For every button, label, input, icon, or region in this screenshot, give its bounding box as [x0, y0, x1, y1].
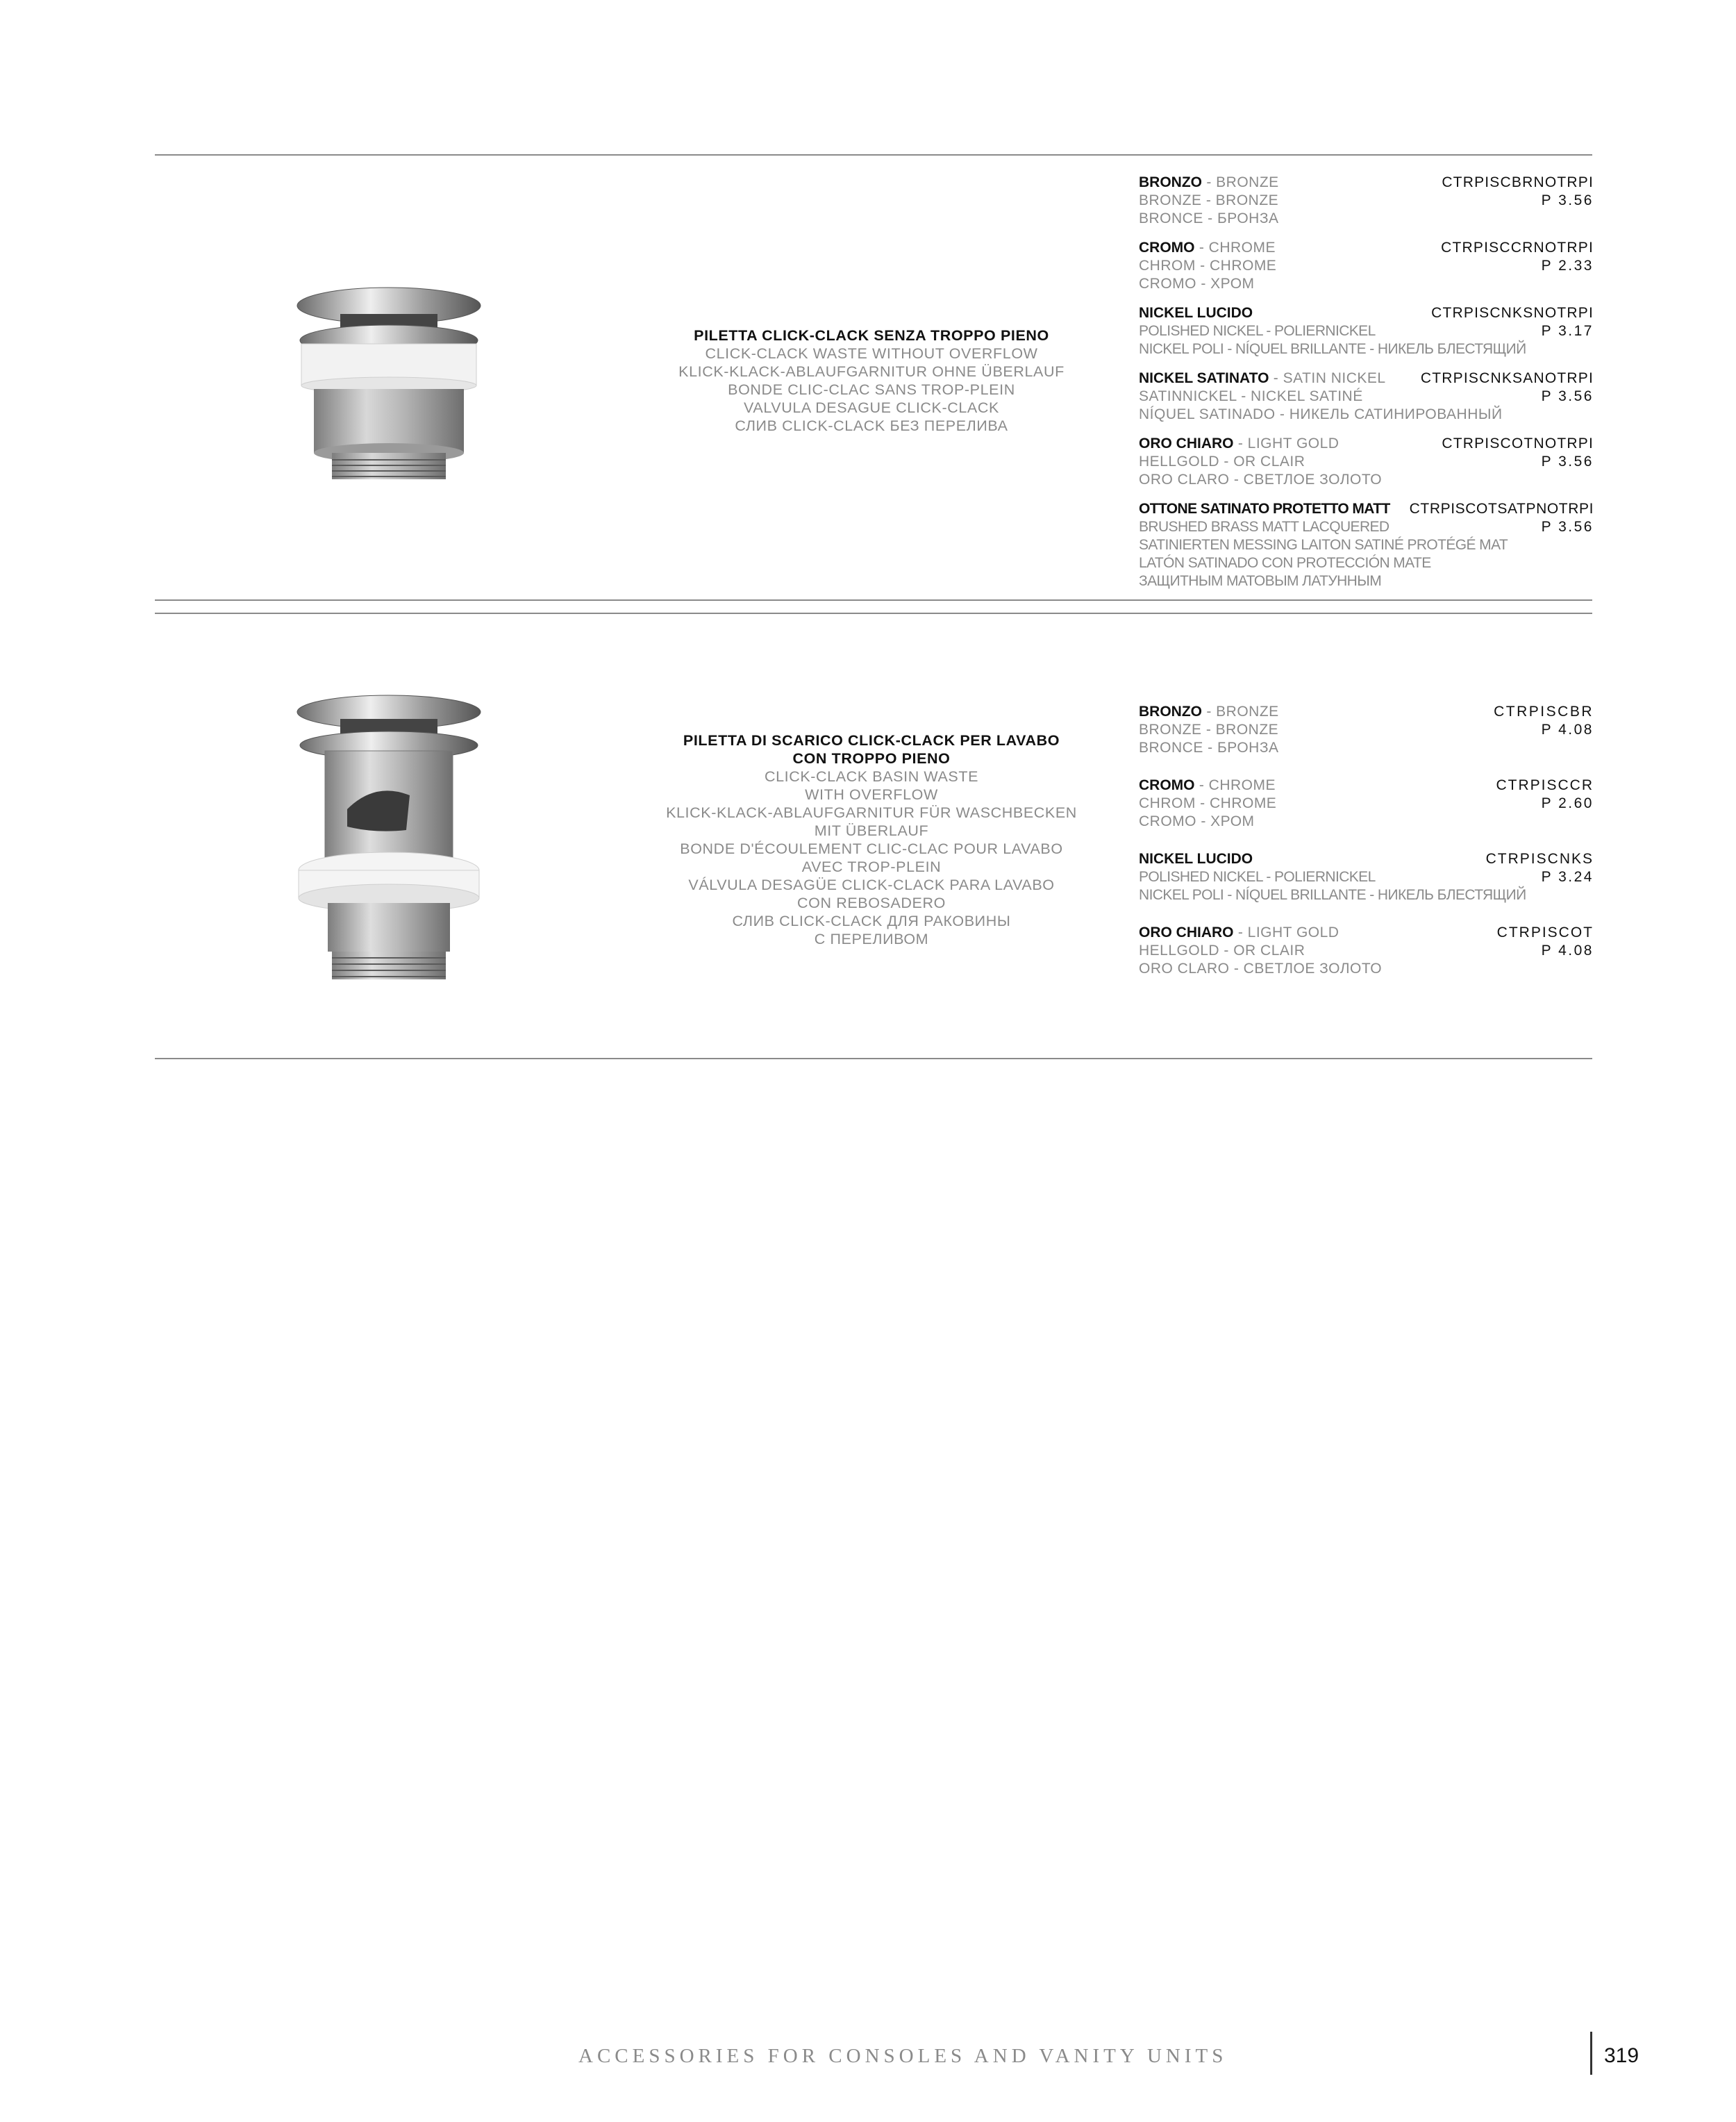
variant-nickel-lucido [1139, 304, 1594, 358]
product-code: CTRPISCOT [1496, 925, 1594, 940]
product-2-top-divider [155, 613, 1592, 614]
footer-section-title: ACCESSORIES FOR CONSOLES AND VANITY UNITS [578, 2045, 1228, 2067]
variant-line: POLISHED NICKEL - POLIERNICKEL [1139, 869, 1376, 885]
product-code: CTRPISCCR [1496, 777, 1594, 793]
variant-name: CROMO [1139, 240, 1195, 256]
variant-suffix: - LIGHT GOLD [1233, 925, 1339, 940]
variant-bronzo [1139, 174, 1594, 228]
product-2-variant-list [1139, 703, 1594, 978]
variant-line: CHROM - CHROME [1139, 795, 1277, 811]
product-code: CTRPISCBR [1494, 704, 1594, 720]
description-line: СЛИВ CLICK-CLACK ДЛЯ РАКОВИНЫ [732, 913, 1011, 929]
price: P 3.56 [1541, 519, 1594, 535]
product-1-variant-list [1139, 174, 1594, 590]
variant-suffix: - BRONZE [1202, 174, 1279, 190]
variant-name: BRONZO [1139, 174, 1202, 190]
product-code: CTRPISCBRNOTRPI [1442, 174, 1594, 190]
price: P 2.33 [1541, 258, 1594, 274]
variant-line: BRONCE - БРОНЗА [1139, 740, 1279, 756]
description-line: CLICK-CLACK BASIN WASTE [764, 768, 979, 785]
variant-line: POLISHED NICKEL - POLIERNICKEL [1139, 323, 1376, 339]
price: P 3.24 [1541, 869, 1594, 885]
description-line: MIT ÜBERLAUF [814, 822, 929, 839]
variant-line: SATINIERTEN MESSING LAITON SATINÉ PROTÉGÉ MAT [1139, 537, 1508, 553]
price: P 4.08 [1541, 943, 1594, 959]
variant-line: NICKEL POLI - NÍQUEL BRILLANTE - НИКЕЛЬ БЛЕСТЯЩИЙ [1139, 341, 1526, 357]
product-code: CTRPISCNKSNOTRPI [1431, 305, 1594, 321]
variant-bronzo [1139, 703, 1594, 757]
variant-name: ORO CHIARO [1139, 436, 1234, 451]
description-line: KLICK-KLACK-ABLAUFGARNITUR FÜR WASCHBECKEN [666, 804, 1077, 821]
variant-oro-chiaro [1139, 924, 1594, 978]
product-code: CTRPISCOTNOTRPI [1442, 436, 1594, 451]
footer-divider [1590, 2032, 1592, 2075]
description-line: BONDE D'ÉCOULEMENT CLIC-CLAC POUR LAVABO [680, 840, 1063, 857]
variant-name: NICKEL LUCIDO [1139, 851, 1253, 867]
price: P 2.60 [1541, 795, 1594, 811]
variant-suffix: - CHROME [1194, 777, 1276, 793]
variant-line: CROMO - ХРОМ [1139, 276, 1255, 292]
variant-line: BRONZE - BRONZE [1139, 192, 1279, 208]
price: P 3.56 [1541, 192, 1594, 208]
variant-line: ЗАЩИТНЫМ МАТОВЫМ ЛАТУННЫМ [1139, 573, 1382, 589]
variant-line: CHROM - CHROME [1139, 258, 1277, 274]
description-line: VÁLVULA DESAGÜE CLICK-CLACK PARA LAVABO [688, 877, 1055, 893]
bottom-divider [155, 1058, 1592, 1059]
description-line: BONDE CLIC-CLAC SANS TROP-PLEIN [728, 381, 1015, 398]
variant-line: HELLGOLD - OR CLAIR [1139, 454, 1305, 470]
variant-suffix: - LIGHT GOLD [1233, 436, 1339, 451]
variant-line: CROMO - ХРОМ [1139, 813, 1255, 829]
variant-line: BRONZE - BRONZE [1139, 722, 1279, 738]
variant-name: NICKEL LUCIDO [1139, 305, 1253, 321]
variant-suffix: - SATIN NICKEL [1269, 370, 1386, 386]
product-2-title-line: PILETTA DI SCARICO CLICK-CLACK PER LAVABO [683, 732, 1060, 749]
description-line: AVEC TROP-PLEIN [801, 859, 942, 875]
top-divider [155, 154, 1592, 156]
description-line: WITH OVERFLOW [805, 786, 938, 803]
variant-line: ORO CLARO - СВЕТЛОЕ ЗОЛОТО [1139, 472, 1383, 488]
variant-ottone-satinato [1139, 500, 1594, 590]
description-line: CON REBOSADERO [797, 895, 946, 911]
variant-suffix: - CHROME [1194, 240, 1276, 256]
variant-line: BRUSHED BRASS MATT LACQUERED [1139, 519, 1389, 535]
variant-cromo [1139, 777, 1594, 831]
product-1-image [292, 278, 486, 493]
variant-name: BRONZO [1139, 704, 1202, 720]
product-2-title-line: CON TROPPO PIENO [792, 750, 951, 767]
product-code: CTRPISCNKSANOTRPI [1420, 370, 1594, 386]
variant-nickel-satinato [1139, 370, 1594, 424]
variant-oro-chiaro [1139, 435, 1594, 489]
price: P 3.56 [1541, 388, 1594, 404]
price: P 4.08 [1541, 722, 1594, 738]
variant-cromo [1139, 239, 1594, 293]
description-line: VALVULA DESAGUE CLICK-CLACK [744, 399, 999, 416]
variant-name: CROMO [1139, 777, 1195, 793]
product-1-bottom-divider [155, 599, 1592, 601]
product-1-title: PILETTA CLICK-CLACK SENZA TROPPO PIENO [694, 327, 1049, 344]
price: P 3.56 [1541, 454, 1594, 470]
variant-line: LATÓN SATINADO CON PROTECCIÓN MATE [1139, 555, 1431, 571]
product-code: CTRPISCOTSATPNOTRPI [1409, 501, 1594, 517]
product-2-image [292, 691, 486, 986]
variant-line: HELLGOLD - OR CLAIR [1139, 943, 1305, 959]
variant-line: ORO CLARO - СВЕТЛОЕ ЗОЛОТО [1139, 961, 1383, 977]
product-code: CTRPISCNKS [1485, 851, 1594, 867]
product-code: CTRPISCCRNOTRPI [1441, 240, 1594, 256]
variant-name: ORO CHIARO [1139, 925, 1234, 940]
description-line: KLICK-KLACK-ABLAUFGARNITUR OHNE ÜBERLAUF [678, 363, 1065, 380]
product-2-description [649, 731, 1094, 948]
price: P 3.17 [1541, 323, 1594, 339]
variant-line: BRONCE - БРОНЗА [1139, 210, 1279, 226]
variant-name: NICKEL SATINATO [1139, 370, 1269, 386]
product-1-description [663, 326, 1080, 435]
description-line: СЛИВ CLICK-CLACK БЕЗ ПЕРЕЛИВА [735, 417, 1008, 434]
variant-line: NICKEL POLI - NÍQUEL BRILLANTE - НИКЕЛЬ БЛЕСТЯЩИЙ [1139, 887, 1526, 903]
page-number: 319 [1604, 2044, 1639, 2067]
description-line: CLICK-CLACK WASTE WITHOUT OVERFLOW [705, 345, 1038, 362]
variant-name: OTTONE SATINATO PROTETTO MATT [1139, 501, 1390, 517]
variant-nickel-lucido [1139, 850, 1594, 904]
variant-suffix: - BRONZE [1202, 704, 1279, 720]
description-line: С ПЕРЕЛИВОМ [814, 931, 929, 947]
variant-line: SATINNICKEL - NICKEL SATINÉ [1139, 388, 1363, 404]
variant-line: NÍQUEL SATINADO - НИКЕЛЬ САТИНИРОВАННЫЙ [1139, 406, 1503, 422]
